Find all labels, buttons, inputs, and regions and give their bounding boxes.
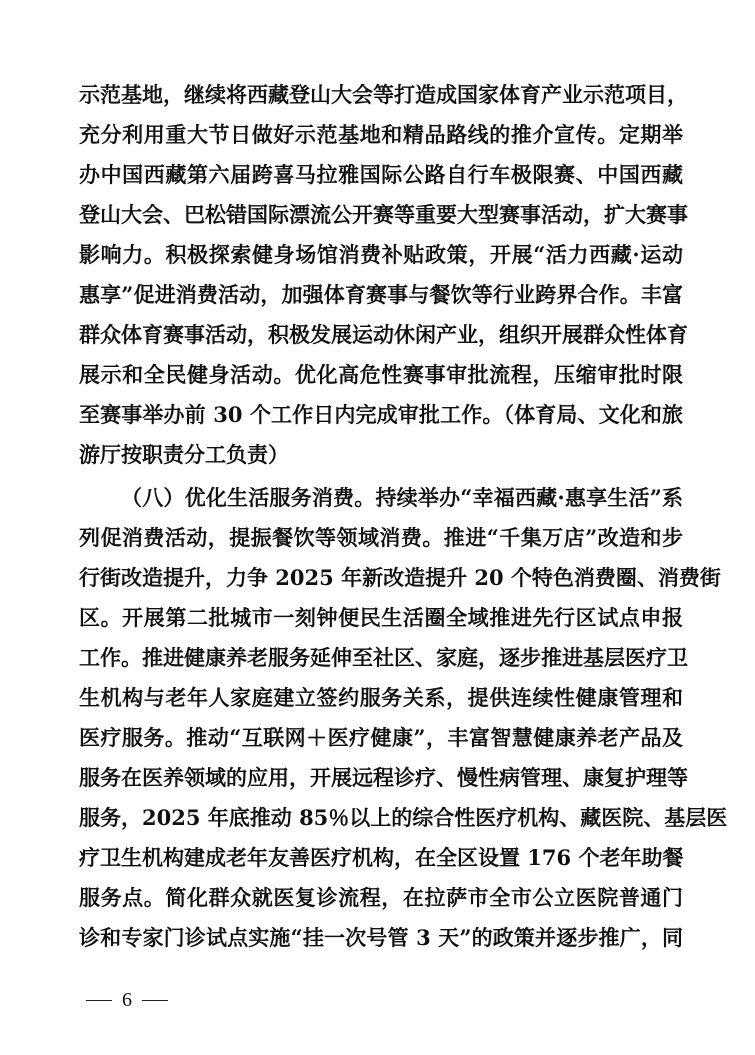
text-line: 服务点。简化群众就医复诊流程，在拉萨市全市公立医院普通门 (79, 885, 683, 910)
text-line: 游厅按职责分工负责） (79, 442, 289, 467)
footer-dash-left (86, 1000, 112, 1001)
text-line: 诊和专家门诊试点实施“挂一次号管 3 天”的政策并逐步推广，同 (79, 925, 683, 950)
section-heading-line: （八）优化生活服务消费。持续举办“幸福西藏·惠享生活”系 (121, 485, 683, 510)
text-line: 展示和全民健身活动。优化高危性赛事审批流程，压缩审批时限 (79, 362, 683, 387)
page-number: 6 (122, 989, 132, 1011)
text-line: 办中国西藏第六届跨喜马拉雅国际公路自行车极限赛、中国西藏 (79, 162, 683, 187)
text-line: 惠享”促进消费活动，加强体育赛事与餐饮等行业跨界合作。丰富 (79, 282, 683, 307)
text-line: 行街改造提升，力争 2025 年新改造提升 20 个特色消费圈、消费街 (79, 565, 721, 590)
text-line: 列促消费活动，提振餐饮等领域消费。推进“千集万店”改造和步 (79, 525, 683, 550)
text-line: 示范基地，继续将西藏登山大会等打造成国家体育产业示范项目， (79, 82, 688, 107)
text-line: 登山大会、巴松错国际漂流公开赛等重要大型赛事活动，扩大赛事 (79, 202, 688, 227)
text-line: 充分利用重大节日做好示范基地和精品路线的推介宣传。定期举 (79, 122, 683, 147)
footer-dash-right (142, 1000, 168, 1001)
text-line: 群众体育赛事活动，积极发展运动休闲产业，组织开展群众性体育 (79, 322, 688, 347)
text-line: 服务，2025 年底推动 85％以上的综合性医疗机构、藏医院、基层医 (79, 805, 728, 830)
text-line: 影响力。积极探索健身场馆消费补贴政策，开展“活力西藏·运动 (79, 242, 683, 267)
text-line: 服务在医养领域的应用，开展远程诊疗、慢性病管理、康复护理等 (79, 765, 688, 790)
text-line: 生机构与老年人家庭建立签约服务关系，提供连续性健康管理和 (79, 685, 683, 710)
text-line: 医疗服务。推动“互联网＋医疗健康”，丰富智慧健康养老产品及 (79, 725, 683, 750)
text-line: 区。开展第二批城市一刻钟便民生活圈全域推进先行区试点申报 (79, 605, 683, 630)
text-line: 疗卫生机构建成老年友善医疗机构，在全区设置 176 个老年助餐 (79, 845, 684, 870)
text-line: 至赛事举办前 30 个工作日内完成审批工作。（体育局、文化和旅 (79, 402, 683, 427)
text-line: 工作。推进健康养老服务延伸至社区、家庭，逐步推进基层医疗卫 (79, 645, 688, 670)
page-footer (86, 986, 168, 1013)
